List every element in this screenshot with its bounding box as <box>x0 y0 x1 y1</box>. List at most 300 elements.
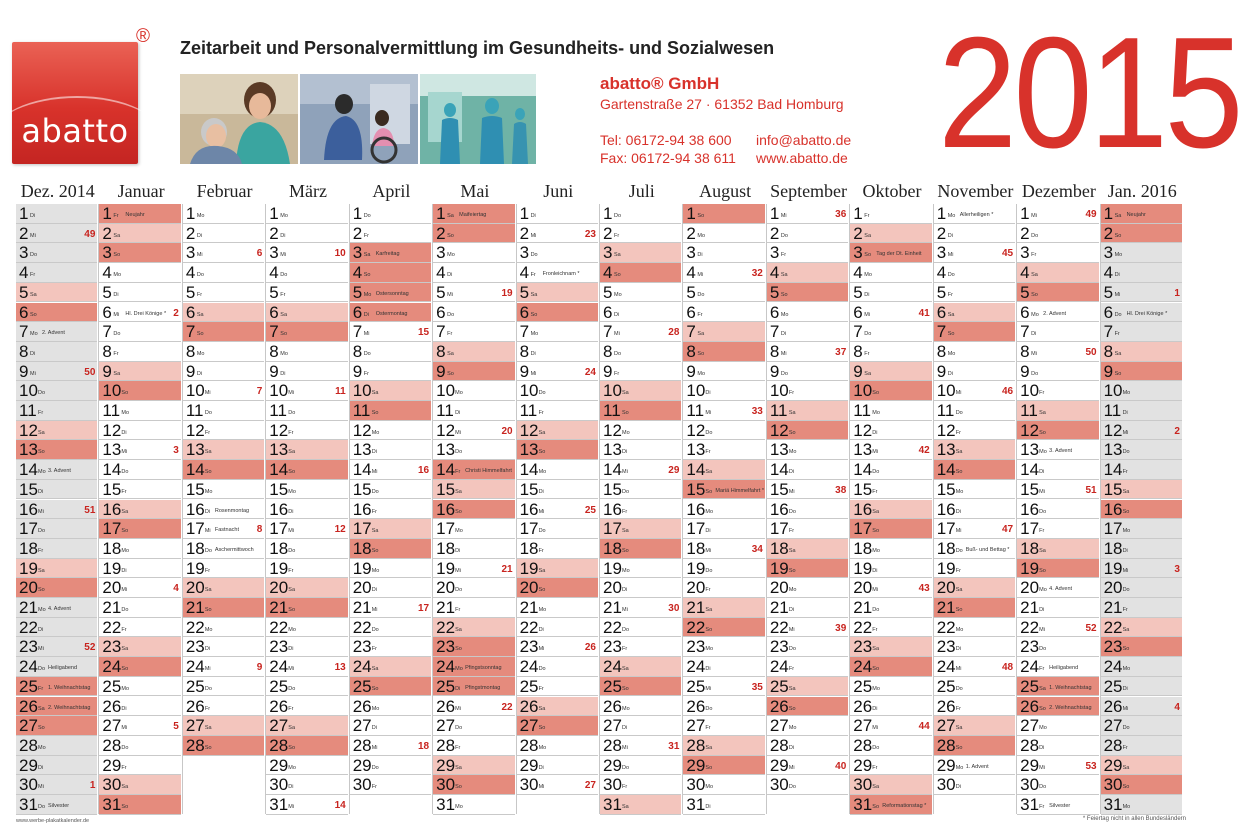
day-number: 11 <box>936 401 955 420</box>
holiday-label: 2. Advent <box>42 330 65 337</box>
weekday-abbr: Fr <box>872 764 878 771</box>
day-number: 29 <box>936 755 956 775</box>
day-cell <box>16 303 97 323</box>
weekday-abbr: Di <box>38 764 44 771</box>
day-number: 9 <box>519 361 530 381</box>
day-cell <box>934 637 1015 657</box>
day-number: 29 <box>102 755 122 775</box>
day-number: 25 <box>686 676 706 696</box>
calendar-header <box>0 0 1240 181</box>
day-number: 10 <box>352 381 372 401</box>
day-cell <box>350 460 431 480</box>
day-number: 21 <box>853 598 873 617</box>
week-number: 22 <box>501 701 513 713</box>
weekday-abbr: Di <box>204 646 211 653</box>
day-cell <box>266 756 347 776</box>
day-cell <box>433 401 514 421</box>
weekday-abbr: Mi <box>1039 488 1045 495</box>
day-number: 15 <box>603 479 622 499</box>
day-cell <box>767 243 848 263</box>
weekday-abbr: Fr <box>280 291 286 298</box>
weekday-abbr: Do <box>1039 784 1047 791</box>
weekday-abbr: Mi <box>447 291 453 298</box>
weekday-abbr: Di <box>538 764 544 771</box>
day-number: 3 <box>185 243 196 263</box>
weekday-abbr: So <box>1114 232 1122 239</box>
day-number: 3 <box>1020 243 1030 263</box>
day-cell <box>517 578 598 598</box>
day-number: 19 <box>436 558 456 578</box>
week-number: 38 <box>835 484 847 496</box>
day-cell <box>850 381 931 401</box>
day-cell <box>433 263 514 283</box>
weekday-abbr: Mo <box>371 567 380 574</box>
weekday-abbr: Fr <box>121 488 127 495</box>
day-cell <box>1017 204 1098 224</box>
week-number: 52 <box>1085 622 1097 634</box>
photo-nurse-with-patient <box>180 74 298 164</box>
day-number: 25 <box>436 676 456 696</box>
weekday-abbr: Mo <box>121 685 130 692</box>
day-number: 26 <box>603 696 622 716</box>
week-number: 3 <box>173 445 179 457</box>
day-number: 27 <box>603 716 622 736</box>
day-cell <box>767 716 848 736</box>
day-cell <box>183 716 264 736</box>
day-cell <box>683 716 764 736</box>
day-number: 20 <box>686 578 706 598</box>
weekday-abbr: So <box>538 449 546 456</box>
day-cell <box>266 342 347 362</box>
day-number: 12 <box>603 420 622 440</box>
day-number: 25 <box>352 676 372 696</box>
weekday-abbr: Fr <box>1039 528 1045 535</box>
day-cell <box>683 539 764 559</box>
photo-strip <box>180 74 536 164</box>
day-cell <box>183 598 264 618</box>
day-cell <box>934 224 1015 244</box>
day-number: 18 <box>1103 538 1123 558</box>
day-cell <box>183 243 264 263</box>
day-cell <box>934 677 1015 697</box>
day-number: 6 <box>686 302 696 322</box>
day-cell <box>1101 716 1182 736</box>
day-cell <box>683 263 764 283</box>
day-number: 23 <box>185 637 205 657</box>
day-cell <box>99 677 180 697</box>
day-number: 12 <box>436 420 456 440</box>
weekday-abbr: So <box>872 666 880 673</box>
day-cell <box>183 362 264 382</box>
day-number: 15 <box>686 479 706 499</box>
day-cell <box>350 716 431 736</box>
day-cell <box>1101 322 1182 342</box>
day-number: 18 <box>936 538 956 558</box>
day-number: 14 <box>686 460 706 480</box>
day-number: 18 <box>436 538 456 558</box>
weekday-abbr: So <box>204 744 212 751</box>
day-cell <box>350 657 431 677</box>
weekday-abbr: Fr <box>363 232 369 239</box>
day-number: 29 <box>352 755 372 775</box>
day-cell <box>266 618 347 638</box>
weekday-abbr: Sa <box>204 725 212 732</box>
weekday-abbr: So <box>113 252 121 259</box>
day-cell <box>266 421 347 441</box>
day-cell <box>934 204 1015 224</box>
day-cell <box>600 716 681 736</box>
day-number: 2 <box>269 223 279 243</box>
day-cell <box>767 657 848 677</box>
weekday-abbr: Fr <box>371 508 377 515</box>
day-number: 17 <box>769 519 789 539</box>
weekday-abbr: Di <box>288 784 294 791</box>
weekday-abbr: Sa <box>1114 213 1122 219</box>
day-number: 9 <box>686 361 696 381</box>
day-number: 3 <box>269 243 279 263</box>
weekday-abbr: Sa <box>788 410 796 416</box>
weekday-abbr: Mi <box>30 232 36 239</box>
day-number: 10 <box>603 381 622 401</box>
day-number: 6 <box>853 302 863 322</box>
day-cell <box>350 756 431 776</box>
day-number: 6 <box>1103 302 1114 322</box>
month-header: Januar <box>117 181 165 201</box>
day-cell <box>16 440 97 460</box>
day-cell <box>600 303 681 323</box>
day-number: 23 <box>352 637 372 657</box>
day-cell <box>517 697 598 717</box>
day-cell <box>16 224 97 244</box>
weekday-abbr: So <box>538 725 546 732</box>
day-number: 26 <box>519 696 539 716</box>
day-number: 5 <box>352 282 363 302</box>
day-number: 5 <box>1020 282 1030 302</box>
weekday-abbr: Fr <box>121 626 127 633</box>
day-cell <box>350 559 431 579</box>
day-cell <box>683 381 764 401</box>
weekday-abbr: Fr <box>1039 390 1045 397</box>
day-cell <box>517 756 598 776</box>
day-cell <box>683 519 764 539</box>
day-number: 14 <box>269 460 289 480</box>
day-number: 9 <box>603 361 613 381</box>
website-link[interactable]: www.abatto.de <box>756 150 848 166</box>
day-number: 19 <box>19 558 38 578</box>
weekday-abbr: Do <box>371 626 379 633</box>
weekday-abbr: So <box>288 607 296 613</box>
day-number: 21 <box>769 598 789 617</box>
day-cell <box>767 480 848 500</box>
day-cell <box>99 381 180 401</box>
day-cell <box>183 224 264 244</box>
registered-mark: ® <box>136 26 150 47</box>
day-number: 14 <box>936 460 956 480</box>
day-number: 11 <box>436 401 454 420</box>
day-number: 3 <box>19 243 29 263</box>
day-cell <box>99 480 180 500</box>
day-cell <box>934 480 1015 500</box>
weekday-abbr: So <box>1122 784 1130 791</box>
day-cell <box>767 224 848 244</box>
weekday-abbr: Sa <box>955 587 963 594</box>
day-cell <box>683 224 764 244</box>
day-cell <box>850 421 931 441</box>
day-number: 22 <box>853 617 873 637</box>
weekday-abbr: Mo <box>622 429 630 436</box>
weekday-abbr: Di <box>204 508 211 515</box>
day-cell <box>1101 500 1182 520</box>
day-cell <box>16 460 97 480</box>
day-number: 23 <box>936 637 956 657</box>
day-cell <box>1101 618 1182 638</box>
week-number: 18 <box>418 740 430 752</box>
day-cell <box>683 243 764 263</box>
day-number: 5 <box>19 282 29 302</box>
weekday-abbr: Mo <box>1039 587 1047 594</box>
day-number: 26 <box>769 696 789 716</box>
day-number: 12 <box>1020 420 1040 440</box>
day-cell <box>934 756 1015 776</box>
weekday-abbr: Mi <box>622 607 628 613</box>
day-number: 13 <box>769 440 789 460</box>
weekday-abbr: Fr <box>947 291 953 298</box>
weekday-abbr: Fr <box>1114 331 1120 338</box>
weekday-abbr: Do <box>955 410 963 416</box>
day-cell <box>1101 263 1182 283</box>
day-cell <box>433 362 514 382</box>
weekday-abbr: Do <box>1114 311 1122 318</box>
day-number: 31 <box>603 795 622 814</box>
weekday-abbr: Fr <box>872 626 878 633</box>
weekday-abbr: Fr <box>455 744 461 751</box>
day-cell <box>350 697 431 717</box>
week-number: 4 <box>173 583 179 595</box>
weekday-abbr: Di <box>1039 607 1045 613</box>
day-number: 6 <box>1020 302 1030 322</box>
day-number: 8 <box>936 341 947 361</box>
fax-number: Fax: 06172-94 38 611 <box>600 150 736 166</box>
weekday-abbr: Mo <box>872 547 880 554</box>
day-cell <box>767 539 848 559</box>
day-cell <box>183 440 264 460</box>
day-cell <box>767 342 848 362</box>
day-cell <box>266 677 347 697</box>
day-cell <box>934 657 1015 677</box>
day-cell <box>433 381 514 401</box>
day-number: 13 <box>352 440 372 460</box>
weekday-abbr: Mi <box>955 528 962 535</box>
weekday-abbr: Mo <box>1122 804 1131 810</box>
weekday-abbr: Di <box>872 429 878 436</box>
calendar-year: 2015 <box>938 5 1240 181</box>
day-cell <box>517 421 598 441</box>
day-number: 5 <box>436 282 446 302</box>
day-number: 30 <box>769 775 789 795</box>
day-number: 24 <box>769 657 789 677</box>
month-header: August <box>699 181 752 201</box>
weekday-abbr: Mi <box>947 252 954 259</box>
weekday-abbr: Di <box>371 587 377 594</box>
day-number: 21 <box>352 598 372 617</box>
day-cell <box>266 322 347 342</box>
day-cell <box>600 697 681 717</box>
day-number: 13 <box>1020 440 1040 460</box>
day-number: 10 <box>1103 381 1123 401</box>
weekday-abbr: So <box>780 291 788 298</box>
weekday-abbr: Mi <box>371 469 378 476</box>
week-number: 8 <box>256 524 263 536</box>
day-number: 4 <box>185 263 196 283</box>
day-cell <box>1017 736 1098 756</box>
day-cell <box>350 677 431 697</box>
weekday-abbr: Di <box>1031 331 1037 338</box>
weekday-abbr: Fr <box>204 705 211 712</box>
day-cell <box>16 204 97 224</box>
day-number: 12 <box>1103 420 1123 440</box>
day-number: 28 <box>769 735 789 755</box>
day-number: 5 <box>853 282 863 302</box>
day-number: 15 <box>853 479 873 499</box>
week-number: 44 <box>918 721 930 733</box>
day-cell <box>1017 263 1098 283</box>
day-number: 31 <box>102 795 122 814</box>
weekday-abbr: Mo <box>614 291 622 298</box>
weekday-abbr: Mo <box>455 528 463 535</box>
weekday-abbr: Fr <box>38 547 44 554</box>
weekday-abbr: Di <box>196 370 203 377</box>
day-number: 28 <box>1103 735 1123 755</box>
day-number: 20 <box>102 578 122 598</box>
weekday-abbr: So <box>371 547 379 554</box>
holiday-label: Silvester <box>1049 803 1071 809</box>
day-number: 10 <box>853 381 873 401</box>
weekday-abbr: Fr <box>1039 804 1045 810</box>
day-cell <box>16 559 97 579</box>
day-number: 28 <box>436 735 456 755</box>
weekday-abbr: So <box>288 469 296 476</box>
day-number: 22 <box>1103 617 1123 637</box>
weekday-abbr: Di <box>196 232 203 239</box>
weekday-abbr: So <box>204 469 212 476</box>
weekday-abbr: Mo <box>204 488 213 495</box>
day-cell <box>1017 243 1098 263</box>
weekday-abbr: Fr <box>538 685 544 692</box>
day-cell <box>850 677 931 697</box>
day-cell <box>433 677 514 697</box>
day-number: 12 <box>19 420 38 440</box>
weekday-abbr: Sa <box>113 370 121 377</box>
week-number: 46 <box>1002 386 1014 398</box>
weekday-abbr: Do <box>38 804 46 810</box>
week-number: 35 <box>751 681 763 693</box>
day-number: 12 <box>686 420 706 440</box>
day-cell <box>934 303 1015 323</box>
day-cell <box>433 460 514 480</box>
weekday-abbr: Fr <box>204 567 211 574</box>
day-cell <box>683 440 764 460</box>
day-cell <box>433 480 514 500</box>
day-number: 21 <box>185 598 205 617</box>
weekday-abbr: Fr <box>113 213 119 219</box>
day-number: 6 <box>603 302 613 322</box>
day-cell <box>266 500 347 520</box>
weekday-abbr: Di <box>455 685 461 692</box>
day-number: 8 <box>269 341 279 361</box>
weekday-abbr: Mo <box>788 587 797 594</box>
weekday-abbr: Fr <box>705 725 711 732</box>
day-cell <box>1017 637 1098 657</box>
day-number: 19 <box>603 558 622 578</box>
day-number: 23 <box>519 637 539 657</box>
day-number: 26 <box>686 696 706 716</box>
day-cell <box>850 283 931 303</box>
day-cell <box>183 697 264 717</box>
day-cell <box>683 401 764 421</box>
weekday-abbr: Mo <box>705 784 714 791</box>
weekday-abbr: So <box>872 390 880 397</box>
day-cell <box>350 480 431 500</box>
day-cell <box>1017 697 1098 717</box>
weekday-abbr: Mo <box>538 744 547 751</box>
day-cell <box>350 381 431 401</box>
day-number: 18 <box>519 538 539 558</box>
day-cell <box>183 539 264 559</box>
day-cell <box>183 677 264 697</box>
day-cell <box>600 598 681 618</box>
day-number: 28 <box>19 735 38 755</box>
day-cell <box>99 736 180 756</box>
weekday-abbr: Mi <box>872 449 879 456</box>
weekday-abbr: So <box>872 804 880 810</box>
day-cell <box>183 480 264 500</box>
day-number: 24 <box>853 657 873 677</box>
day-number: 6 <box>185 302 196 322</box>
day-number: 16 <box>519 499 539 519</box>
weekday-abbr: Mo <box>530 331 539 338</box>
day-number: 13 <box>436 440 456 460</box>
weekday-abbr: So <box>614 272 621 279</box>
day-cell <box>1017 578 1098 598</box>
weekday-abbr: Fr <box>697 311 703 318</box>
weekday-abbr: Sa <box>697 331 705 338</box>
day-cell <box>183 263 264 283</box>
weekday-abbr: Fr <box>1031 252 1037 259</box>
weekday-abbr: Mi <box>204 528 211 535</box>
weekday-abbr: Mo <box>204 626 213 633</box>
email-link[interactable]: info@abatto.de <box>756 132 852 148</box>
weekday-abbr: Mi <box>614 331 620 338</box>
day-number: 12 <box>102 420 122 440</box>
day-number: 15 <box>352 479 372 499</box>
weekday-abbr: Di <box>447 272 453 279</box>
day-cell <box>934 342 1015 362</box>
weekday-abbr: Mi <box>288 666 295 673</box>
weekday-abbr: Di <box>705 390 711 397</box>
weekday-abbr: Mi <box>204 666 211 673</box>
day-number: 25 <box>769 676 789 696</box>
day-cell <box>16 795 97 815</box>
day-number: 27 <box>436 716 456 736</box>
day-cell <box>517 204 598 224</box>
day-number: 9 <box>352 361 363 381</box>
day-cell <box>1101 440 1182 460</box>
weekday-abbr: Do <box>455 449 463 456</box>
day-number: 15 <box>1103 479 1123 499</box>
weekday-abbr: Di <box>788 744 795 751</box>
day-number: 19 <box>185 558 205 578</box>
day-cell <box>517 559 598 579</box>
